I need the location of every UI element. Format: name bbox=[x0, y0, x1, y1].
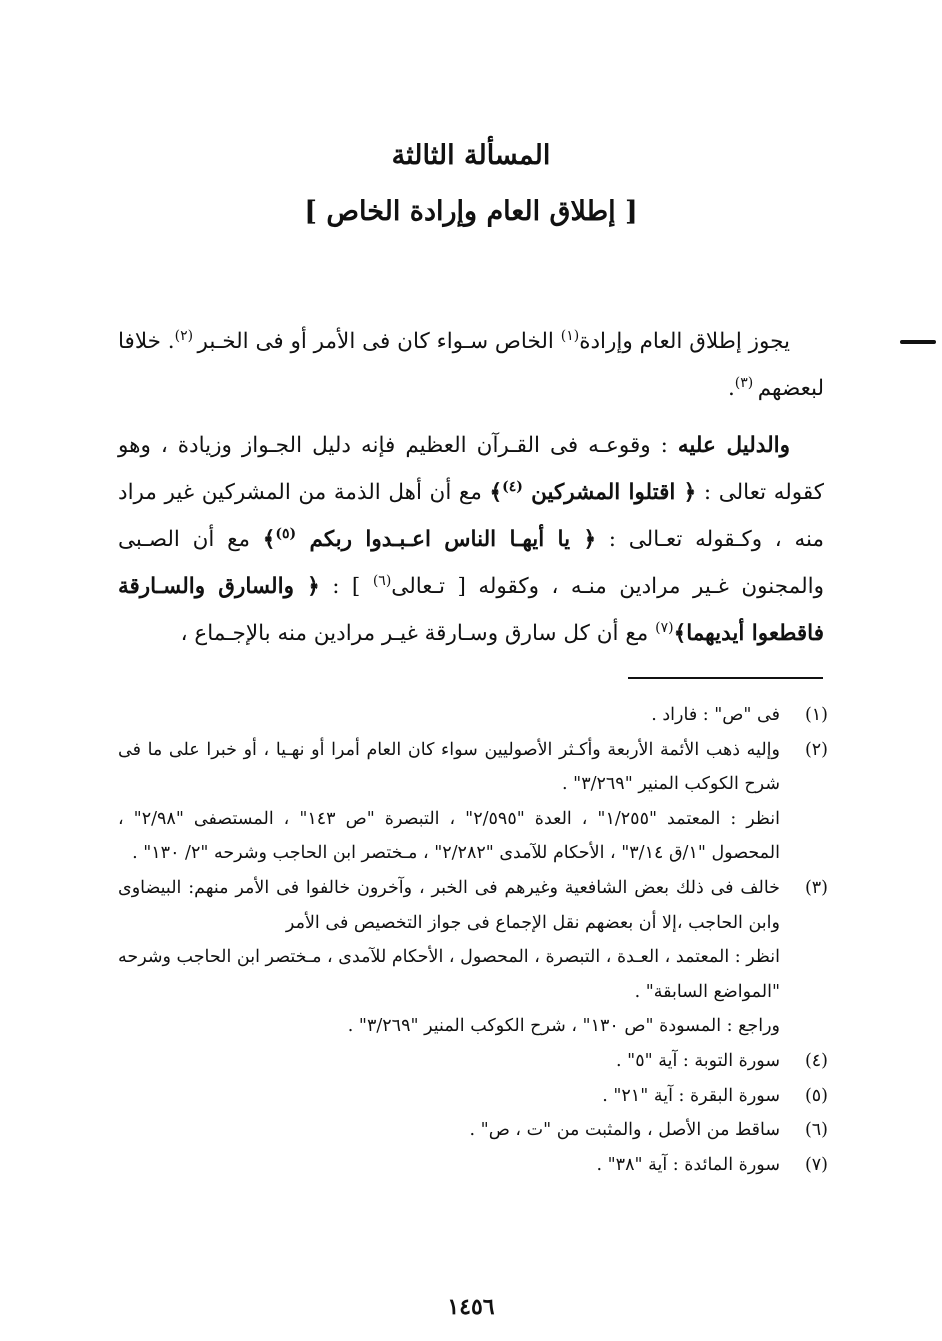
footnotes bbox=[118, 698, 828, 1182]
footnote-7 bbox=[118, 1148, 828, 1183]
footnote-number: (٣) bbox=[804, 877, 828, 898]
footnote-text: وإليه ذهب الأئمة الأربعة وأكـثر الأصوليين سواء كان العام أمرا أو نهـيا ، أو خبرا على ما فى شرح الكوكب المنير "٣/٢٦٩" . bbox=[118, 739, 780, 795]
footnote-text: فى "ص" : فاراد . bbox=[651, 705, 780, 725]
footnote-6 bbox=[118, 1113, 828, 1148]
footnote-ref-7[interactable]: (٧) bbox=[655, 619, 674, 636]
verse-quote-1: ﴿ اقتلوا المشركين $^{(٤)}$﴾ bbox=[489, 478, 697, 505]
footnote-number: (٦) bbox=[804, 1120, 828, 1141]
footnote-ref-4[interactable]: (٤) bbox=[502, 478, 523, 495]
paragraph-1: يجوز إطلاق العام وإرادة$^{(١)}$ الخاص سـواء كان فى الأمر أو فى الخـبر $^{(٢)}$. خلافا لبعضهم $^{(٣)}$. bbox=[118, 327, 824, 401]
footnote-ref-1[interactable]: (١) bbox=[560, 327, 580, 344]
footnote-3 bbox=[118, 871, 828, 1044]
footnote-5 bbox=[118, 1079, 828, 1114]
footnote-ref-6[interactable]: (٦) bbox=[372, 572, 392, 589]
footnote-text: سورة المائدة : آية "٣٨" . bbox=[596, 1154, 780, 1175]
footnote-number: (٢) bbox=[804, 739, 828, 760]
footnote-text: انظر : المعتمد ، العـدة ، التبصرة ، المحصول ، الأحكام للآمدى ، مـختصر ابن الحاجب وشرحه "المواضع السابقة" . bbox=[118, 947, 780, 1002]
footnote-text: سورة التوبة : آية "٥" . bbox=[616, 1050, 780, 1071]
footnote-ref-2[interactable]: (٢) bbox=[174, 327, 198, 344]
footnote-1 bbox=[118, 698, 828, 733]
footnote-number: (٧) bbox=[804, 1154, 828, 1175]
footnote-text: انظر : المعتمد "١/٢٥٥" ، العدة "٢/٥٩٥" ، التبصرة "ص ١٤٣" ، المستصفى "٢/٩٨" ، المحصول "١/ق ٣/١٤" ، الأحكام للآمدى "٢/٢٨٢" ، مـختصر ابن الحاجب وشرحه "٢/ ١٣٠" . bbox=[118, 808, 780, 864]
footnote-2 bbox=[118, 733, 828, 871]
subject-heading: [ إطلاق العام وإرادة الخاص ] bbox=[304, 196, 638, 227]
footnote-separator bbox=[628, 677, 823, 679]
page-number: ١٤٥٦ bbox=[447, 1294, 495, 1320]
footnote-number: (١) bbox=[804, 705, 828, 725]
main-text bbox=[118, 318, 824, 657]
verse-quote-2: ﴿ يا أيهـا الناس اعـبـدوا ربكم $^{(٥)}$﴾ bbox=[262, 525, 597, 552]
footnote-text: سورة البقرة : آية "٢١" . bbox=[602, 1085, 780, 1106]
paragraph-2: والدليل عليه : وقوعـه فى القـرآن العظيم فإنه دليل الجـواز وزيادة ، وهو كقوله تعالى : ﴿ اقتلوا المشركين $^{(٤)}$﴾ مع أن أهل الذمة من المشركين غير مراد منه ، وكـقوله تعـالى : ﴿ يا أيهـا الناس اعـبـدوا ربكم $^{(٥)}$﴾ مع أن الصـبى والمجنون غـير مرادين منـه ، وكقوله [ تـعالى$^{(٦)}$ ] : ﴿ والسارق والسـارقة فاقطعوا أيديهما﴾$^{(٧)}$ مع أن كل سارق وسـارقة غيـر مرادين منه بالإجـماع ، bbox=[118, 433, 824, 646]
footnote-ref-5[interactable]: (٥) bbox=[275, 525, 297, 542]
verse-quote-3: ﴿ والسارق والسـارقة فاقطعوا أيديهما﴾ bbox=[118, 574, 824, 646]
footnote-4 bbox=[118, 1044, 828, 1079]
footnote-text: خالف فى ذلك بعض الشافعية وغيرهم فى الخبر ، وآخرون خالفوا فى الأمر منهم: البيضاوى وابن الحاجب ،إلا أن بعضهم نقل الإجماع فى جواز التخصيص فى الأمر bbox=[118, 877, 780, 933]
margin-mark bbox=[900, 340, 936, 344]
issue-heading: المسألة الثالثة bbox=[391, 140, 551, 171]
footnote-text: ساقط من الأصل ، والمثبت من "ت ، ص" . bbox=[469, 1120, 780, 1141]
evidence-lead: والدليل عليه bbox=[677, 433, 790, 458]
footnote-number: (٤) bbox=[804, 1050, 828, 1071]
footnote-text: وراجع : المسودة "ص ١٣٠" ، شرح الكوكب المنير "٣/٢٦٩" . bbox=[347, 1016, 780, 1037]
footnote-number: (٥) bbox=[804, 1085, 828, 1106]
footnote-ref-3[interactable]: (٣) bbox=[734, 374, 758, 391]
